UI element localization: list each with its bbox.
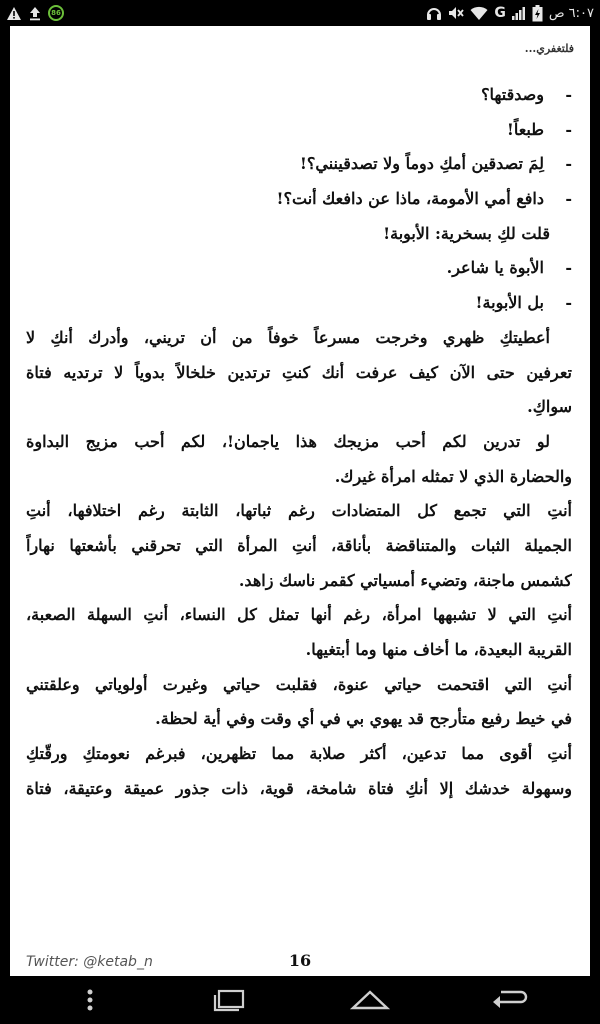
- wifi-icon: [470, 4, 488, 22]
- notification-badge: 86: [48, 5, 64, 21]
- recent-apps-icon: [213, 988, 247, 1012]
- text-line: الجميلة الثبات والمتناقضة بأناقة، أنتِ المرأة التي تحرقني بأشعتها نهاراً: [26, 535, 572, 555]
- text-line: أنتِ التي تجمع كل المتضادات رغم ثباتها، الثابتة رغم اختلافها، أنتِ: [26, 501, 572, 521]
- text-line: والحضارة الذي لا تمثله امرأة غيرك.: [334, 466, 572, 486]
- status-bar-right: [426, 4, 594, 22]
- battery-icon: [532, 4, 543, 22]
- text-line: قلت لكِ بسخرية: الأبوبة!: [383, 223, 550, 243]
- book-page[interactable]: [10, 26, 590, 976]
- text-line: وسهولة خدشك إلا أنكِ فتاة شامخة، قوية، ذات جذور عميقة وعتيقة، فتاة: [26, 778, 572, 798]
- navigation-bar: [0, 976, 600, 1024]
- twitter-handle: Twitter: @ketab_n: [26, 954, 153, 970]
- dialogue-line: - دافع أمي الأمومة، ماذا عن دافعك أنت؟!: [26, 182, 572, 217]
- upload-icon: [28, 4, 42, 22]
- home-button[interactable]: [340, 980, 400, 1020]
- home-icon: [350, 989, 390, 1011]
- recent-apps-button[interactable]: [200, 980, 260, 1020]
- alert-icon: [6, 4, 22, 22]
- back-button[interactable]: [480, 980, 540, 1020]
- mute-icon: [448, 4, 464, 22]
- status-bar: [0, 0, 600, 26]
- page-footer: [10, 946, 590, 970]
- text-line: سواكِ.: [527, 397, 572, 417]
- page-number: 16: [288, 951, 312, 970]
- signal-icon: [512, 4, 526, 22]
- network-type: G: [494, 5, 506, 21]
- dialogue-line: - بل الأبوبة!: [26, 286, 572, 321]
- running-head: فلتغفري...: [524, 42, 574, 55]
- text-line: أنتِ التي لا تشبهها امرأة، رغم أنها تمثل كل النساء، أنتِ السهلة الصعبة،: [26, 605, 572, 625]
- overflow-menu-icon: [86, 988, 94, 1012]
- dialogue-line: - وصدقتها؟: [26, 78, 572, 113]
- text-line: أنتِ أقوى مما تدعين، أكثر صلابة مما تظهرين، فبرغم نعومتكِ ورقّتكِ: [26, 744, 572, 764]
- dialogue-line: - لِمَ تصدقين أمكِ دوماً ولا تصدقينني؟!: [26, 147, 572, 182]
- clock-time: ٦:٠٧ ص: [548, 5, 594, 21]
- status-bar-left: [6, 4, 64, 22]
- text-line: أنتِ التي اقتحمت حياتي عنوة، فقلبت حياتي وغيرت أولوياتي وعلقتني: [26, 674, 572, 694]
- menu-button[interactable]: [60, 980, 120, 1020]
- text-line: كشمس ماجنة، وتضيء أمسياتي كقمر ناسك زاهد.: [238, 570, 572, 590]
- back-icon: [491, 988, 529, 1012]
- dialogue-line: - طبعاً!: [26, 113, 572, 148]
- text-line: تعرفين حتى الآن كيف عرفت أنك كنتِ ترتدين خلخالاً بدوياً لا ترتديه فتاة: [26, 362, 572, 382]
- headset-icon: [426, 4, 442, 22]
- text-line: لو تدرين لكم أحب مزيجك هذا ياجمان!، لكم أحب مزيج البداوة: [26, 431, 550, 451]
- text-line: أعطيتكِ ظهري وخرجت مسرعاً خوفاً من أن تريني، وأدرك أنكِ لا: [26, 327, 550, 347]
- dialogue-line: - الأبوة يا شاعر.: [26, 251, 572, 286]
- text-line: القريبة البعيدة، ما أخاف منها وما أبتغيها.: [305, 640, 572, 659]
- text-line: في خيط رفيع متأرجح قد يهوي بي في أي وقت وفي أية لحظة.: [155, 709, 572, 729]
- page-text: [26, 78, 572, 806]
